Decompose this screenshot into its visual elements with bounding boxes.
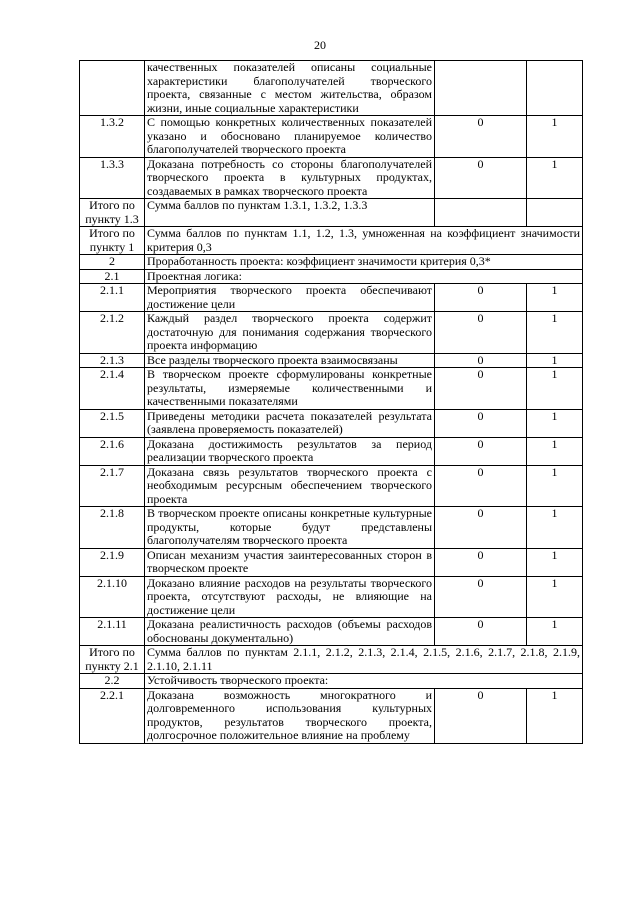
criterion-number: 2.1.10 bbox=[80, 576, 145, 618]
table-row bbox=[80, 199, 583, 227]
criterion-number: 2.1 bbox=[80, 269, 145, 284]
criterion-description: Доказано влияние расходов на результаты творческого проекта, отсутствуют расходы, не влияющие на достижение цели bbox=[145, 576, 435, 618]
score-one: 1 bbox=[527, 368, 583, 410]
criterion-description: Приведены методики расчета показателей результата (заявлена проверяемость показателей) bbox=[145, 409, 435, 437]
criterion-number: 1.3.2 bbox=[80, 116, 145, 158]
table-row bbox=[80, 548, 583, 576]
criterion-number: 2.2.1 bbox=[80, 688, 145, 743]
score-zero: 0 bbox=[435, 284, 527, 312]
criterion-number: 2.1.2 bbox=[80, 312, 145, 354]
criterion-number: 2.1.4 bbox=[80, 368, 145, 410]
criterion-description: Мероприятия творческого проекта обеспечивают достижение цели bbox=[145, 284, 435, 312]
criterion-number: 2.1.9 bbox=[80, 548, 145, 576]
criterion-summary: Сумма баллов по пунктам 2.1.1, 2.1.2, 2.1.3, 2.1.4, 2.1.5, 2.1.6, 2.1.7, 2.1.8, 2.1.9, 2.1.10, 2.1.11 bbox=[145, 646, 583, 674]
score-zero: 0 bbox=[435, 688, 527, 743]
criterion-description: Доказана потребность со стороны благополучателей творческого проекта в культурных продуктах, создаваемых в рамках творческого проекта bbox=[145, 157, 435, 199]
table-row bbox=[80, 227, 583, 255]
score-one: 1 bbox=[527, 548, 583, 576]
criterion-description: Все разделы творческого проекта взаимосвязаны bbox=[145, 353, 435, 368]
criterion-summary: Устойчивость творческого проекта: bbox=[145, 674, 583, 689]
score-zero: 0 bbox=[435, 368, 527, 410]
criterion-number: 2.1.6 bbox=[80, 437, 145, 465]
table-row bbox=[80, 437, 583, 465]
table-row bbox=[80, 465, 583, 507]
criterion-number: 2.1.7 bbox=[80, 465, 145, 507]
table-row bbox=[80, 646, 583, 674]
score-one bbox=[527, 199, 583, 227]
criterion-number: 2 bbox=[80, 255, 145, 270]
criteria-table bbox=[79, 60, 583, 744]
table-row bbox=[80, 116, 583, 158]
score-zero: 0 bbox=[435, 548, 527, 576]
criterion-number: 2.1.5 bbox=[80, 409, 145, 437]
table-row bbox=[80, 61, 583, 116]
table-row bbox=[80, 312, 583, 354]
score-zero bbox=[435, 61, 527, 116]
criterion-number: Итого по пункту 2.1 bbox=[80, 646, 145, 674]
criterion-summary: Проектная логика: bbox=[145, 269, 583, 284]
table-row bbox=[80, 269, 583, 284]
score-one bbox=[527, 61, 583, 116]
criterion-description: С помощью конкретных количественных показателей указано и обосновано планируемое количество благополучателей творческого проекта bbox=[145, 116, 435, 158]
table-row bbox=[80, 674, 583, 689]
criterion-number: 2.2 bbox=[80, 674, 145, 689]
criterion-description: В творческом проекте описаны конкретные культурные продукты, которые будут представлены благополучателям творческого проекта bbox=[145, 507, 435, 549]
score-one: 1 bbox=[527, 465, 583, 507]
score-one: 1 bbox=[527, 507, 583, 549]
criterion-number: Итого по пункту 1 bbox=[80, 227, 145, 255]
score-zero: 0 bbox=[435, 437, 527, 465]
score-zero: 0 bbox=[435, 465, 527, 507]
criterion-description: Доказана возможность многократного и долговременного использования культурных продуктов, результатов творческого проекта, долгосрочное положительное влияние на проблему bbox=[145, 688, 435, 743]
table-row bbox=[80, 688, 583, 743]
score-one: 1 bbox=[527, 312, 583, 354]
score-one: 1 bbox=[527, 284, 583, 312]
criterion-description: Доказана связь результатов творческого проекта с необходимым ресурсным обеспечением творческого проекта bbox=[145, 465, 435, 507]
score-zero: 0 bbox=[435, 618, 527, 646]
criterion-description: Каждый раздел творческого проекта содержит достаточную для понимания содержания творческого проекта информацию bbox=[145, 312, 435, 354]
table-row bbox=[80, 618, 583, 646]
criterion-description: Описан механизм участия заинтересованных сторон в творческом проекте bbox=[145, 548, 435, 576]
score-zero: 0 bbox=[435, 353, 527, 368]
criterion-description: Доказана достижимость результатов за период реализации творческого проекта bbox=[145, 437, 435, 465]
criterion-number: 1.3.3 bbox=[80, 157, 145, 199]
criterion-description: качественных показателей описаны социальные характеристики благополучателей творческого проекта, связанные с местом жительства, образом жизни, иные социальные характеристики bbox=[145, 61, 435, 116]
score-one: 1 bbox=[527, 437, 583, 465]
table-row bbox=[80, 576, 583, 618]
table-row bbox=[80, 284, 583, 312]
score-zero bbox=[435, 199, 527, 227]
table-row bbox=[80, 353, 583, 368]
score-zero: 0 bbox=[435, 507, 527, 549]
criterion-summary: Проработанность проекта: коэффициент значимости критерия 0,3* bbox=[145, 255, 583, 270]
criterion-description: Сумма баллов по пунктам 1.3.1, 1.3.2, 1.3.3 bbox=[145, 199, 435, 227]
criterion-description: В творческом проекте сформулированы конкретные результаты, измеряемые количественными и качественными показателями bbox=[145, 368, 435, 410]
page-number: 20 bbox=[314, 38, 326, 52]
score-one: 1 bbox=[527, 353, 583, 368]
table-row bbox=[80, 507, 583, 549]
score-zero: 0 bbox=[435, 116, 527, 158]
criterion-description: Доказана реалистичность расходов (объемы расходов обоснованы документально) bbox=[145, 618, 435, 646]
score-zero: 0 bbox=[435, 157, 527, 199]
table-row bbox=[80, 368, 583, 410]
score-one: 1 bbox=[527, 116, 583, 158]
score-one: 1 bbox=[527, 576, 583, 618]
score-zero: 0 bbox=[435, 409, 527, 437]
table-row bbox=[80, 255, 583, 270]
criterion-summary: Сумма баллов по пунктам 1.1, 1.2, 1.3, умноженная на коэффициент значимости критерия 0,3 bbox=[145, 227, 583, 255]
score-one: 1 bbox=[527, 688, 583, 743]
criterion-number: Итого по пункту 1.3 bbox=[80, 199, 145, 227]
score-one: 1 bbox=[527, 409, 583, 437]
criterion-number: 2.1.3 bbox=[80, 353, 145, 368]
criterion-number: 2.1.1 bbox=[80, 284, 145, 312]
table-row bbox=[80, 157, 583, 199]
score-zero: 0 bbox=[435, 576, 527, 618]
criterion-number: 2.1.11 bbox=[80, 618, 145, 646]
score-zero: 0 bbox=[435, 312, 527, 354]
score-one: 1 bbox=[527, 157, 583, 199]
criterion-number: 2.1.8 bbox=[80, 507, 145, 549]
score-one: 1 bbox=[527, 618, 583, 646]
table-row bbox=[80, 409, 583, 437]
criterion-number bbox=[80, 61, 145, 116]
